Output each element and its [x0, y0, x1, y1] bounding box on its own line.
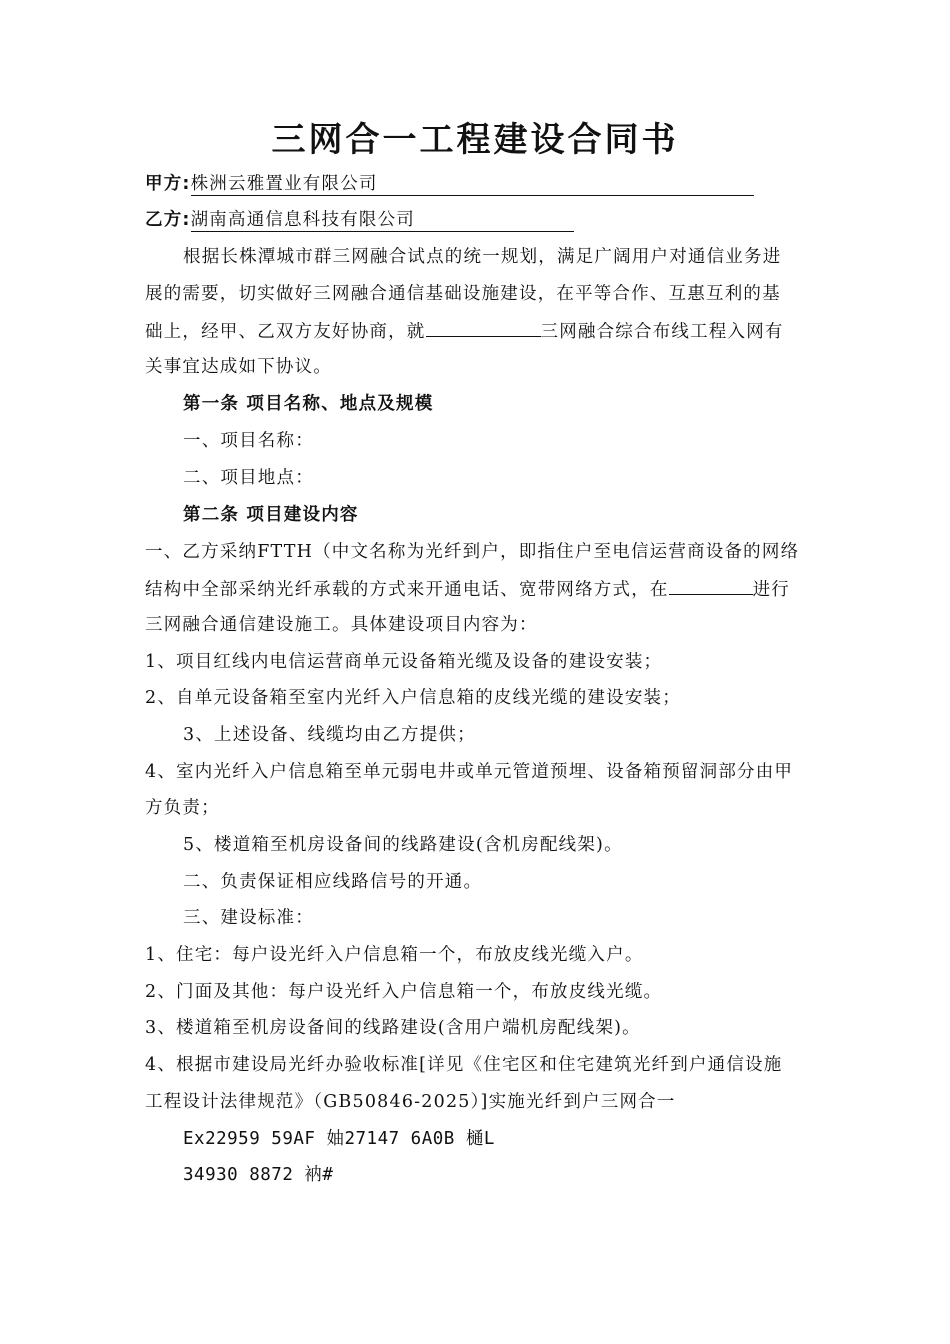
scope-item-4-line-1: 4、室内光纤入户信息箱至单元弱电井或单元管道预埋、设备箱预留洞部分由甲: [145, 762, 794, 782]
art2-p1-line-1: 一、乙方采纳FTTH（中文名称为光纤到户，即指住户至电信运营商设备的网络: [145, 542, 800, 562]
intro-line-3: [145, 318, 784, 344]
standard-item-1: 1、住宅：每户设光纤入户信息箱一个，布放皮线光缆入户。: [145, 945, 644, 965]
project-location-item: 二、项目地点：: [183, 468, 314, 488]
art2-p1-line-2-start: 结构中全部采纳光纤承载的方式来开通电话、宽带网络方式，在: [145, 580, 669, 600]
party-b-label: 乙方:: [145, 210, 191, 230]
scope-item-2: 2、自单元设备箱至室内光纤入户信息箱的皮线光缆的建设安装；: [145, 688, 681, 708]
scope-item-3: 3、上述设备、线缆均由乙方提供；: [183, 725, 476, 745]
location-blank: [669, 576, 753, 595]
intro-line-3-end: 三网融合综合布线工程入网有: [540, 322, 784, 342]
standard-item-2: 2、门面及其他：每户设光纤入户信息箱一个，布放皮线光缆。: [145, 982, 663, 1002]
scope-item-1: 1、项目红线内电信运营商单元设备箱光缆及设备的建设安装；: [145, 652, 663, 672]
art2-p1-line-3: 三网融合通信建设施工。具体建设项目内容为：: [145, 615, 538, 635]
party-a-label: 甲方:: [145, 174, 191, 194]
standards-heading: 三、建设标准：: [183, 908, 314, 928]
intro-line-2: 展的需要，切实做好三网融合通信基础设施建设，在平等合作、互惠互利的基: [145, 284, 781, 304]
intro-line-1: 根据长株潭城市群三网融合试点的统一规划，满足广阔用户对通信业务进: [183, 247, 782, 267]
party-b-row: [145, 208, 574, 232]
project-name-blank: [426, 318, 541, 337]
document-title: 三网合一工程建设合同书: [271, 120, 679, 160]
signal-clause: 二、负责保证相应线路信号的开通。: [183, 872, 483, 892]
scope-item-4-line-2: 方负责；: [145, 798, 220, 818]
standard-item-4-line-1: 4、根据市建设局光纤办验收标准[详见《住宅区和住宅建筑光纤到户通信设施: [145, 1055, 783, 1075]
party-a-row: [145, 172, 754, 196]
garbled-code-line-2: 34930 8872 衲#: [183, 1165, 334, 1185]
intro-line-3-start: 础上，经甲、乙双方友好协商，就: [145, 322, 426, 342]
art2-p1-line-2-end: 进行: [752, 580, 791, 600]
project-name-item: 一、项目名称：: [183, 431, 314, 451]
intro-line-4: 关事宜达成如下协议。: [145, 357, 332, 377]
standard-item-3: 3、楼道箱至机房设备间的线路建设(含用户端机房配线架)。: [145, 1018, 641, 1038]
article-2-heading: 第二条 项目建设内容: [183, 505, 359, 525]
article-1-heading: 第一条 项目名称、地点及规模: [183, 394, 434, 414]
art2-p1-line-2: [145, 576, 790, 602]
party-a-value: 株洲云雅置业有限公司: [191, 173, 754, 196]
garbled-code-line-1: Ex22959 59AF 妯27147 6A0B 樋L: [183, 1129, 495, 1149]
standard-item-4-line-2: 工程设计法律规范》（GB50846-2025）]实施光纤到户三网合一: [145, 1092, 676, 1112]
party-b-value: 湖南高通信息科技有限公司: [191, 209, 574, 232]
scope-item-5: 5、楼道箱至机房设备间的线路建设(含机房配线架)。: [183, 835, 623, 855]
